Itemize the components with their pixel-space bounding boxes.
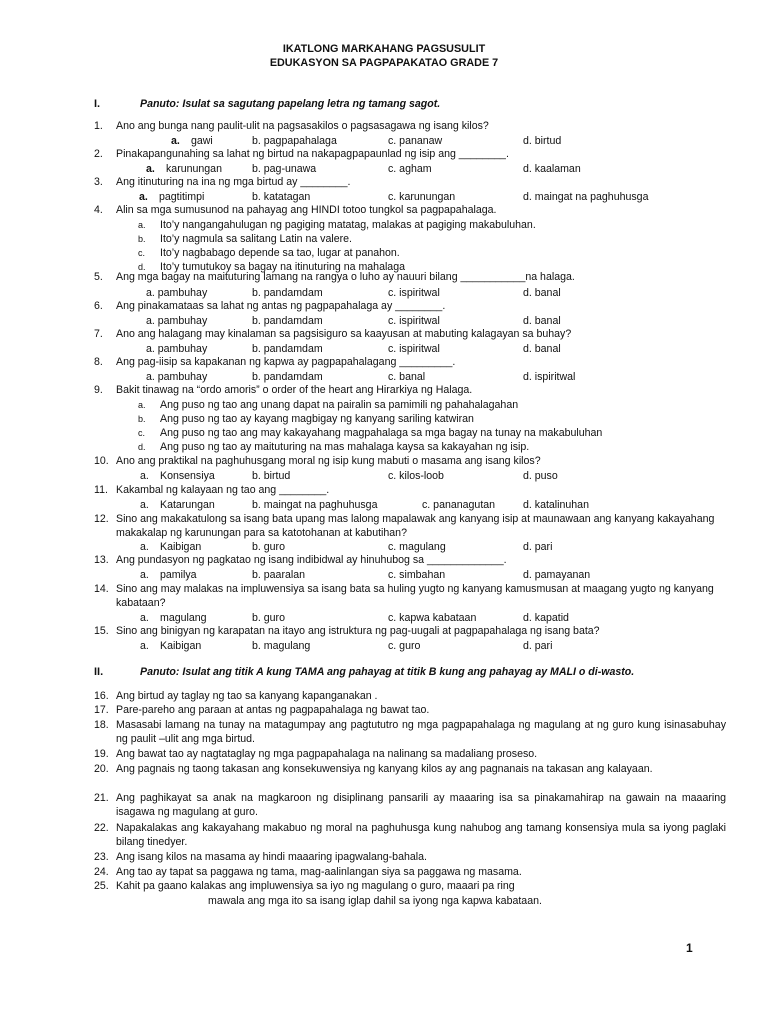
statement-number: 22. bbox=[94, 822, 109, 834]
statement-number: 16. bbox=[94, 690, 109, 702]
question-2-options bbox=[94, 162, 726, 176]
option-d-text: Ito’y tumutukoy sa bagay na itinuturing na mahalaga bbox=[160, 261, 405, 273]
option-a-text: pamilya bbox=[160, 569, 197, 581]
option-b: b. pag-unawa bbox=[252, 163, 317, 175]
option-d: d. Ang puso ng tao ay maituturing na mas mahalaga kaysa sa kakayahan ng isip. bbox=[138, 441, 530, 453]
option-a-text: Katarungan bbox=[160, 499, 215, 511]
question-number: 5. bbox=[94, 271, 103, 283]
option-b: b. maingat na paghuhusga bbox=[252, 499, 378, 511]
statement-text: Ang tao ay tapat sa paggawa ng tama, mag-aalinlangan siya sa paggawa ng masama. bbox=[116, 866, 522, 878]
question-11 bbox=[94, 484, 726, 498]
question-text: Ang pundasyon ng pagkatao ng isang indibidwal ay hinuhubog sa _____________. bbox=[116, 554, 507, 566]
option-b: b. pandamdam bbox=[252, 287, 323, 299]
question-9 bbox=[94, 384, 726, 398]
option-d: d. kaalaman bbox=[523, 163, 581, 175]
question-number: 14. bbox=[94, 583, 109, 595]
option-a: a. karunungan bbox=[146, 163, 222, 175]
question-number: 13. bbox=[94, 554, 109, 566]
option-d: d. birtud bbox=[523, 135, 562, 147]
statement-text: Pare-pareho ang paraan at antas ng pagpapahalaga ng bawat tao. bbox=[116, 704, 430, 716]
statement-number: 23. bbox=[94, 851, 109, 863]
question-text: Alin sa mga sumusunod na pahayag ang HINDI totoo tungkol sa pagpapahalaga. bbox=[116, 204, 497, 216]
option-d: d. banal bbox=[523, 343, 561, 355]
question-4-options bbox=[94, 218, 734, 274]
option-a-text: karunungan bbox=[166, 163, 222, 175]
question-number: 9. bbox=[94, 384, 103, 396]
question-6-options bbox=[94, 314, 726, 328]
option-c: c. guro bbox=[388, 640, 421, 652]
statement-16 bbox=[94, 690, 726, 704]
option-a-text: Ito’y nangangahulugan ng pagiging matatag, malakas at pagiging makabuluhan. bbox=[160, 219, 536, 231]
option-b: b. birtud bbox=[252, 470, 291, 482]
statement-text-continued: mawala ang mga ito sa isang iglap dahil sa iyong nga kapwa kabataan. bbox=[208, 894, 542, 907]
statement-17 bbox=[94, 704, 726, 718]
question-number: 10. bbox=[94, 455, 109, 467]
question-1-options bbox=[94, 134, 726, 148]
option-d: d. ispiritwal bbox=[523, 371, 576, 383]
page-number: 1 bbox=[686, 941, 693, 955]
statement-text: Masasabi lamang na tunay na matagumpay ang pagtututro ng mga pagpapahalaga ng magulang at ng guro kung isinasabuhay ng paulit –ulit ang mga birtud. bbox=[116, 719, 726, 745]
statement-23 bbox=[94, 851, 726, 865]
question-text: Ano ang halagang may kinalaman sa pagsisiguro sa kaayusan at mabuting kalagayan sa buhay? bbox=[116, 328, 572, 340]
option-c: c. banal bbox=[388, 371, 426, 383]
option-a: a. Katarungan bbox=[140, 499, 215, 511]
part2-instruction: Panuto: Isulat ang titik A kung TAMA ang pahayag at titik B kung ang pahayag ay MALI o di-wasto. bbox=[140, 666, 635, 678]
question-1 bbox=[94, 120, 726, 134]
option-a: a. pagtitimpi bbox=[139, 191, 205, 203]
question-15-options bbox=[94, 639, 726, 653]
option-c: c. ispiritwal bbox=[388, 315, 440, 327]
question-7-options bbox=[94, 342, 726, 356]
option-c: c. simbahan bbox=[388, 569, 446, 581]
option-b: b. katatagan bbox=[252, 191, 311, 203]
question-text: Ang itinuturing na ina ng mga birtud ay ________. bbox=[116, 176, 351, 188]
option-c: c. Ito’y nagbabago depende sa tao, lugar at panahon. bbox=[138, 247, 400, 259]
option-a-text: Kaibigan bbox=[160, 541, 202, 553]
option-d: d. pari bbox=[523, 640, 553, 652]
question-text: Sino ang makakatulong sa isang bata upang mas lalong mapalawak ang kanyang isip at maunawaan ang kanyang kakayahang makakalap ng karunungan para sa katotohanan at kabutihan? bbox=[116, 513, 715, 539]
question-text: Ang pag-iisip sa kapakanan ng kapwa ay pagpapahalagang _________. bbox=[116, 356, 456, 368]
option-a: a. gawi bbox=[171, 135, 213, 147]
question-2 bbox=[94, 148, 726, 162]
question-text: Kakambal ng kalayaan ng tao ang ________. bbox=[116, 484, 330, 496]
option-d: d. pamayanan bbox=[523, 569, 591, 581]
statement-number: 21. bbox=[94, 792, 109, 804]
option-a-text: pagtitimpi bbox=[159, 191, 205, 203]
option-c: c. pananaw bbox=[388, 135, 443, 147]
statement-number: 17. bbox=[94, 704, 109, 716]
statement-text: Ang bawat tao ay nagtataglay ng mga pagpapahalaga na nalinang sa madaliang proseso. bbox=[116, 748, 538, 760]
option-c-text: Ito’y nagbabago depende sa tao, lugar at panahon. bbox=[160, 247, 400, 259]
option-a-text: Kaibigan bbox=[160, 640, 202, 652]
question-3-options bbox=[94, 190, 726, 204]
question-15 bbox=[94, 625, 726, 639]
question-5 bbox=[94, 271, 726, 285]
statement-text: Ang isang kilos na masama ay hindi maaaring ipagwalang-bahala. bbox=[116, 851, 427, 863]
option-b: b. Ang puso ng tao ay kayang magbigay ng kanyang sariling katwiran bbox=[138, 413, 474, 425]
option-d: d. maingat na paghuhusga bbox=[523, 191, 649, 203]
option-c: c. karunungan bbox=[388, 191, 456, 203]
option-b: b. paaralan bbox=[252, 569, 306, 581]
option-a: a. Ang puso ng tao ang unang dapat na pairalin sa pamimili ng pahahalagahan bbox=[138, 399, 519, 411]
statement-number: 24. bbox=[94, 866, 109, 878]
part1-numeral: I. bbox=[94, 98, 101, 110]
option-b: b. pandamdam bbox=[252, 343, 323, 355]
question-13-options bbox=[94, 568, 726, 582]
option-d: d. pari bbox=[523, 541, 553, 553]
question-5-options bbox=[94, 286, 726, 300]
option-b: b. Ito’y nagmula sa salitang Latin na valere. bbox=[138, 233, 352, 245]
option-d: d. banal bbox=[523, 287, 561, 299]
exam-subject: EDUKASYON SA PAGPAPAKATAO GRADE 7 bbox=[269, 57, 499, 69]
option-b: b. pandamdam bbox=[252, 371, 323, 383]
option-b: b. guro bbox=[252, 612, 285, 624]
statement-number: 20. bbox=[94, 763, 109, 775]
question-9-options bbox=[94, 398, 734, 454]
option-b-text: Ito’y nagmula sa salitang Latin na valere. bbox=[160, 233, 352, 245]
option-a-text: gawi bbox=[191, 135, 213, 147]
question-number: 15. bbox=[94, 625, 109, 637]
option-b: b. pagpapahalaga bbox=[252, 135, 337, 147]
question-text: Sino ang binigyan ng karapatan na itayo ang istruktura ng pag-uugali at pagpapahalaga ng isang bata? bbox=[116, 625, 600, 637]
question-12 bbox=[94, 513, 726, 540]
option-c: c. magulang bbox=[388, 541, 446, 553]
option-a: a. Konsensiya bbox=[140, 470, 215, 482]
question-number: 8. bbox=[94, 356, 103, 368]
option-b: b. pandamdam bbox=[252, 315, 323, 327]
question-8-options bbox=[94, 370, 726, 384]
question-8 bbox=[94, 356, 726, 370]
option-d: d. katalinuhan bbox=[523, 499, 589, 511]
option-a-text: Konsensiya bbox=[160, 470, 215, 482]
option-a: a. pambuhay bbox=[146, 315, 208, 327]
option-d: d. Ito’y tumutukoy sa bagay na itinuturing na mahalaga bbox=[138, 261, 405, 273]
option-d: d. banal bbox=[523, 315, 561, 327]
option-c: c. kapwa kabataan bbox=[388, 612, 477, 624]
question-12-options bbox=[94, 540, 726, 554]
question-7 bbox=[94, 328, 726, 342]
question-6 bbox=[94, 300, 726, 314]
option-d-text: Ang puso ng tao ay maituturing na mas mahalaga kaysa sa kakayahan ng isip. bbox=[160, 441, 530, 453]
statement-text: Ang pagnais ng taong takasan ang konsekuwensiya ng kanyang kilos ay ang pagnanais na takasan ang kalayaan. bbox=[116, 763, 653, 775]
option-c: c. ispiritwal bbox=[388, 343, 440, 355]
option-c: c. agham bbox=[388, 163, 432, 175]
question-number: 4. bbox=[94, 204, 103, 216]
question-11-options bbox=[94, 498, 726, 512]
option-b-text: Ang puso ng tao ay kayang magbigay ng kanyang sariling katwiran bbox=[160, 413, 474, 425]
option-c: c. Ang puso ng tao ang may kakayahang magpahalaga sa mga bagay na tunay na makabuluhan bbox=[138, 427, 603, 439]
option-b: b. magulang bbox=[252, 640, 311, 652]
option-a-text: Ang puso ng tao ang unang dapat na pairalin sa pamimili ng pahahalagahan bbox=[160, 399, 519, 411]
question-text: Ang pinakamataas sa lahat ng antas ng pagpapahalaga ay ________. bbox=[116, 300, 446, 312]
question-number: 1. bbox=[94, 120, 103, 132]
question-text: Ano ang praktikal na paghuhusgang moral ng isip kung mabuti o masama ang isang kilos? bbox=[116, 455, 541, 467]
option-d: d. puso bbox=[523, 470, 558, 482]
option-a: a. pambuhay bbox=[146, 343, 208, 355]
question-text: Ang mga bagay na maituturing lamang na rangya o luho ay nauuri bilang ___________na halaga. bbox=[116, 271, 575, 283]
question-4 bbox=[94, 204, 726, 218]
statement-24 bbox=[94, 866, 726, 880]
question-number: 3. bbox=[94, 176, 103, 188]
question-number: 2. bbox=[94, 148, 103, 160]
statement-number: 25. bbox=[94, 880, 109, 892]
statement-22 bbox=[94, 822, 726, 849]
option-b: b. guro bbox=[252, 541, 285, 553]
question-3 bbox=[94, 176, 726, 190]
option-c: c. kilos-loob bbox=[388, 470, 444, 482]
statement-text: Kahit pa gaano kalakas ang impluwensiya sa iyo ng magulang o guro, maaari pa ring bbox=[116, 880, 515, 892]
option-a: a. pamilya bbox=[140, 569, 197, 581]
question-number: 6. bbox=[94, 300, 103, 312]
question-text: Ano ang bunga nang paulit-ulit na pagsasakilos o pagsasagawa ng isang kilos? bbox=[116, 120, 489, 132]
statement-number: 19. bbox=[94, 748, 109, 760]
option-c: c. pananagutan bbox=[422, 499, 496, 511]
option-a: a. Kaibigan bbox=[140, 640, 202, 652]
statement-18 bbox=[94, 719, 726, 746]
question-14-options bbox=[94, 611, 726, 625]
statement-21 bbox=[94, 792, 726, 819]
question-14 bbox=[94, 583, 726, 610]
option-a: a. Kaibigan bbox=[140, 541, 202, 553]
question-10 bbox=[94, 455, 726, 469]
option-a-text: magulang bbox=[160, 612, 207, 624]
question-13 bbox=[94, 554, 726, 568]
option-c: c. ispiritwal bbox=[388, 287, 440, 299]
part2-numeral: II. bbox=[94, 666, 104, 678]
question-number: 12. bbox=[94, 513, 109, 525]
statement-text: Ang birtud ay taglay ng tao sa kanyang kapanganakan . bbox=[116, 690, 378, 702]
question-text: Pinakapangunahing sa lahat ng birtud na nakapagpapaunlad ng isip ang ________. bbox=[116, 148, 509, 160]
question-10-options bbox=[94, 469, 726, 483]
option-c-text: Ang puso ng tao ang may kakayahang magpahalaga sa mga bagay na tunay na makabuluhan bbox=[160, 427, 603, 439]
part1-instruction: Panuto: Isulat sa sagutang papelang letra ng tamang sagot. bbox=[140, 98, 441, 110]
statement-20 bbox=[94, 763, 726, 777]
option-a: a. magulang bbox=[140, 612, 207, 624]
question-number: 11. bbox=[94, 484, 108, 496]
option-a: a. pambuhay bbox=[146, 371, 208, 383]
statement-text: Napakalakas ang kakayahang makabuo ng moral na paghuhusga kung nahubog ang tamang konsensiya mula sa iyong paglaki bilang tinedyer. bbox=[116, 822, 726, 848]
option-a: a. Ito’y nangangahulugan ng pagiging matatag, malakas at pagiging makabuluhan. bbox=[138, 219, 536, 231]
exam-title: IKATLONG MARKAHANG PAGSUSULIT bbox=[282, 43, 486, 55]
statement-19 bbox=[94, 748, 726, 762]
question-text: Sino ang may malakas na impluwensiya sa isang bata sa huling yugto ng kanyang kamusmusan at maagang yugto ng kanyang kabataan? bbox=[116, 583, 714, 609]
statement-25 bbox=[94, 880, 726, 908]
option-d: d. kapatid bbox=[523, 612, 569, 624]
statement-number: 18. bbox=[94, 719, 109, 731]
statement-text: Ang paghikayat sa anak na magkaroon ng disiplinang pansarili ay maaaring isa sa pinakamahirap na gawain na maaaring isagawa ng magulang at guro. bbox=[116, 792, 726, 818]
exam-header bbox=[0, 42, 768, 70]
question-number: 7. bbox=[94, 328, 103, 340]
question-text: Bakit tinawag na “ordo amoris” o order of the heart ang Hirarkiya ng Halaga. bbox=[116, 384, 473, 396]
option-a: a. pambuhay bbox=[146, 287, 208, 299]
